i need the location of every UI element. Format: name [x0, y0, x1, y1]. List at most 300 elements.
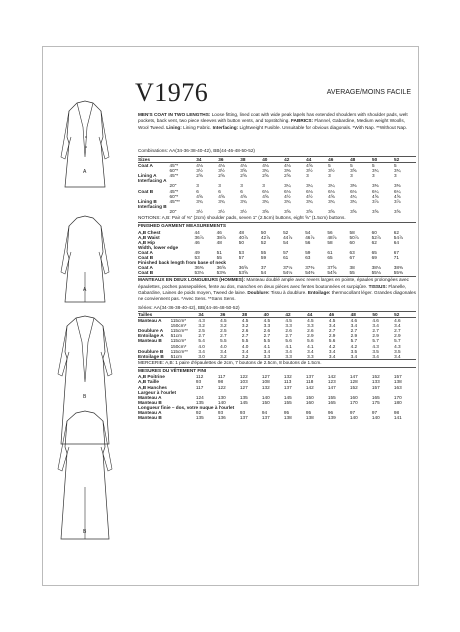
value-cell: 140: [371, 415, 380, 421]
header-cell: 44: [306, 157, 328, 163]
table-row: [138, 209, 416, 214]
value-cell: 3¾: [328, 198, 335, 204]
value-cell: 140: [349, 415, 358, 421]
value-cell: 3¾: [284, 198, 291, 204]
value-cell: 4⅝: [240, 193, 247, 199]
unit-cell: 115cm**: [170, 328, 188, 334]
value-cell: 3.4: [350, 353, 358, 359]
value-cell: 48: [216, 239, 222, 245]
value-cell: 40⅞: [238, 234, 248, 240]
value-cell: 137: [261, 415, 270, 421]
value-cell: 52: [283, 229, 289, 235]
value-cell: 175: [371, 399, 380, 405]
value-cell: 56: [327, 229, 333, 235]
value-cell: 3.2: [220, 353, 227, 359]
unit-cell: [170, 270, 195, 275]
value-cell: 2.9: [307, 333, 314, 339]
entoilage-heading: Entoilage:: [307, 290, 331, 296]
value-cell: 2.9: [350, 333, 358, 339]
value-cell: 2.7: [285, 333, 292, 339]
pattern-number: V1976: [135, 78, 209, 107]
value-cell: 49: [194, 250, 200, 255]
value-cell: 4⅝: [372, 193, 379, 199]
value-cell: 2.6: [263, 328, 271, 334]
value-cell: 59: [305, 250, 311, 255]
value-cell: 147: [327, 384, 336, 390]
value-cell: 3: [218, 183, 221, 189]
value-cell: 2.6: [307, 328, 314, 334]
value-cell: 62: [371, 239, 377, 245]
row-label: Coat B: [138, 188, 154, 194]
header-cell: 36: [220, 311, 242, 317]
value-cell: 53⅛: [194, 270, 204, 276]
value-cell: 4⅝: [262, 193, 269, 199]
value-cell: 5.5: [241, 338, 249, 344]
row-label: Entoilage B: [138, 353, 164, 359]
value-cell: 5.5: [220, 338, 227, 344]
value-cell: 93: [217, 410, 224, 416]
value-cell: 150: [261, 399, 270, 405]
value-cell: 64: [393, 239, 399, 245]
value-cell: 50: [260, 229, 267, 235]
doublure-text: Tissu à doublure.: [269, 290, 308, 296]
value-cell: 2⅝: [218, 173, 225, 179]
value-cell: 5.7: [350, 338, 358, 344]
value-cell: 54: [305, 229, 311, 235]
value-cell: 71: [393, 255, 399, 261]
value-cell: 46⅞: [305, 234, 315, 240]
value-cell: 3: [306, 173, 309, 179]
header-cell: 48: [351, 311, 373, 317]
row-label: A,B Hip: [138, 239, 155, 245]
value-cell: 3¾: [218, 198, 225, 204]
value-cell: 44⅞: [283, 234, 293, 240]
header-cell: 34: [196, 157, 218, 163]
value-cell: 3¾: [306, 198, 313, 204]
value-cell: 5.7: [372, 338, 379, 344]
value-cell: 3¼: [284, 183, 291, 189]
value-cell: 122: [217, 384, 226, 390]
value-cell: 3⅝: [284, 208, 291, 214]
row-label: Interfacing A: [138, 178, 167, 184]
row-label: Manteau B: [138, 338, 162, 344]
value-cell: 128: [349, 379, 358, 385]
value-cell: 3.4: [394, 323, 401, 329]
value-cell: 135: [239, 394, 248, 400]
value-cell: 4.1: [307, 343, 314, 349]
row-label: Coat B: [138, 255, 154, 261]
notions-en-text: NOTIONS: A,B: Pair of ⅜" (2cm) shoulder pads, seven 1" (2.5cm) buttons, eight ⅝" (1.5cm) buttons.: [138, 215, 346, 221]
value-cell: 2.6: [285, 328, 292, 334]
finished-en-title: FINISHED GARMENT MEASUREMENTS: [138, 223, 227, 229]
value-cell: 6⅛: [306, 188, 313, 194]
row-label: Longueur finie – dos, votre nuque à l'ourlet: [138, 404, 235, 410]
value-cell: 3⅝: [394, 208, 401, 214]
row-label: Doublure B: [138, 348, 164, 354]
value-cell: 3⅞: [394, 198, 401, 204]
row-label: A,B Hanches: [138, 384, 167, 390]
value-cell: 3⅝: [350, 168, 357, 174]
value-cell: 37⅜: [305, 265, 315, 271]
value-cell: 3.2: [220, 323, 227, 329]
value-cell: 36⅜: [194, 265, 204, 271]
value-cell: 160: [349, 394, 358, 400]
value-cell: 38⅞: [216, 234, 226, 240]
fabrics-heading: FABRICS:: [290, 118, 314, 124]
value-cell: 157: [371, 384, 380, 390]
value-cell: 4.3: [394, 343, 401, 349]
combinations: Combinations: AA(34-36-38-40-42), BB(44-46-48-50-52): [138, 148, 255, 153]
value-cell: 3.4: [220, 348, 227, 354]
value-cell: 4.0: [241, 343, 249, 349]
value-cell: 65: [327, 255, 333, 261]
value-cell: 2⅝: [284, 173, 291, 179]
row-label: Coat A: [138, 163, 153, 169]
value-cell: 5.6: [328, 338, 336, 344]
value-cell: 97: [349, 410, 356, 416]
header-cell: 40: [262, 157, 284, 163]
row-label: Manteau A: [138, 410, 162, 416]
value-cell: 69: [371, 255, 377, 261]
header-cell: 38: [240, 157, 262, 163]
header-cell: 38: [242, 311, 264, 317]
value-cell: 3: [262, 183, 265, 189]
header-cell: Tailles: [138, 311, 171, 317]
value-cell: 3: [350, 173, 353, 179]
tissus-text: Flanelle, Gabardine, Laines de poids moyen, Tweed de laine.: [138, 283, 407, 296]
value-cell: 54⅝: [327, 270, 337, 276]
value-cell: 6¼: [372, 188, 379, 194]
row-label: A,B Waist: [138, 234, 160, 240]
value-cell: 155: [327, 394, 336, 400]
value-cell: 123: [327, 379, 336, 385]
value-cell: 4½: [306, 193, 313, 199]
value-cell: 132: [283, 374, 292, 380]
value-cell: 5.4: [198, 338, 205, 344]
row-label: Manteau A: [138, 394, 162, 400]
value-cell: 5: [328, 163, 331, 169]
value-cell: 53⅜: [216, 270, 226, 276]
value-cell: 3.4: [328, 348, 336, 354]
value-cell: 97: [371, 410, 378, 416]
row-label: Interfacing B: [138, 203, 167, 209]
row-label: Lining A: [138, 173, 157, 179]
tissus-heading: TISSUS:: [368, 283, 388, 289]
value-cell: 59: [260, 255, 267, 261]
value-cell: 5: [394, 163, 397, 169]
value-cell: 3½: [196, 208, 203, 214]
value-cell: 5.6: [285, 338, 292, 344]
value-cell: 3.3: [263, 323, 271, 329]
value-cell: 112: [195, 374, 204, 380]
value-cell: 124: [195, 394, 204, 400]
value-cell: 63: [305, 255, 311, 261]
value-cell: 2.7: [263, 333, 271, 339]
value-cell: 3: [372, 173, 375, 179]
value-cell: 3: [240, 183, 243, 189]
value-cell: 55⅜: [393, 270, 403, 276]
value-cell: 4.1: [263, 343, 271, 349]
value-cell: 3⅝: [306, 208, 313, 214]
row-label: Doublure A: [138, 328, 164, 334]
value-cell: 135: [195, 415, 204, 421]
value-cell: 3⅝: [262, 208, 269, 214]
value-cell: 152: [371, 374, 380, 380]
value-cell: 37: [260, 265, 267, 271]
value-cell: 3.3: [285, 353, 292, 359]
value-cell: 46: [216, 229, 222, 235]
value-cell: 117: [217, 374, 226, 380]
description-fr-heading: MANTEAUX EN DEUX LONGUEURS (HOMMES):: [138, 277, 246, 283]
value-cell: 95: [305, 410, 312, 416]
unit-cell: 20": [169, 183, 177, 189]
value-cell: 4⅛: [218, 163, 225, 169]
value-cell: 147: [349, 374, 358, 380]
value-cell: 53: [194, 255, 200, 261]
value-cell: 52⅞: [371, 234, 381, 240]
value-cell: 3⅜: [372, 183, 379, 189]
value-cell: 3⅝: [240, 168, 247, 174]
row-label: A,B Taille: [138, 379, 160, 385]
coat-a-back-sketch: [55, 212, 115, 312]
view-label: B: [83, 529, 87, 535]
value-cell: 4.6: [372, 318, 379, 324]
value-cell: 38⅜: [393, 265, 403, 271]
row-label: Coat B: [138, 270, 154, 276]
unit-cell: 51cm: [170, 353, 183, 359]
value-cell: 108: [261, 379, 270, 385]
value-cell: 3.4: [241, 348, 249, 354]
value-cell: 145: [283, 394, 292, 400]
value-cell: 170: [349, 399, 358, 405]
value-cell: 3.2: [198, 323, 205, 329]
row-label: Manteau A: [138, 318, 162, 324]
value-cell: 2⅝: [240, 173, 247, 179]
value-cell: 157: [393, 374, 402, 380]
value-cell: 145: [239, 399, 248, 405]
value-cell: 3¾: [372, 168, 379, 174]
value-cell: 4.5: [328, 318, 336, 324]
row-label: Entoilage A: [138, 333, 164, 339]
value-cell: 3¾: [394, 168, 401, 174]
value-cell: 3.3: [307, 323, 314, 329]
value-cell: 3.4: [263, 348, 271, 354]
value-cell: 170: [393, 394, 402, 400]
value-cell: 140: [217, 399, 226, 405]
value-cell: 4⅛: [284, 163, 291, 169]
value-cell: 56: [305, 239, 311, 245]
value-cell: 3½: [328, 168, 335, 174]
value-cell: 135: [195, 399, 204, 405]
value-cell: 93: [239, 410, 246, 416]
value-cell: 6⅛: [328, 188, 335, 194]
value-cell: 138: [393, 379, 402, 385]
value-cell: 136: [217, 415, 226, 421]
value-cell: 48: [238, 229, 244, 235]
row-label: A,B Poitrine: [138, 374, 165, 380]
value-cell: 3⅝: [372, 208, 379, 214]
value-cell: 6¼: [394, 188, 401, 194]
value-cell: 4⅛: [262, 163, 269, 169]
unit-cell: 45"*: [169, 163, 179, 169]
value-cell: 3.4: [372, 353, 379, 359]
unit-cell: 45"*: [169, 173, 179, 179]
header-cell: 44: [307, 311, 329, 317]
value-cell: 55: [216, 255, 222, 261]
value-cell: 118: [305, 379, 314, 385]
value-cell: 2⅝: [262, 173, 269, 179]
value-cell: 5.6: [307, 338, 314, 344]
row-label: Finished back length from base of neck: [138, 260, 227, 266]
finished-en-table: [138, 230, 416, 276]
lining-text: Lining Fabric.: [181, 124, 213, 130]
value-cell: 3.4: [328, 353, 336, 359]
value-cell: 180: [393, 399, 402, 405]
unit-cell: 150cm*: [170, 343, 187, 349]
value-cell: 58: [327, 239, 333, 245]
fabrics-text: Flannel, Gabardine, Medium weight Woolls, Wool Tweed.: [138, 118, 405, 130]
unit-cell: [171, 415, 196, 420]
value-cell: 60: [349, 239, 355, 245]
value-cell: 61: [283, 255, 289, 261]
row-label: Manteau B: [138, 415, 162, 421]
row-label: Largeur à l'ourlet: [138, 389, 177, 395]
value-cell: 3.5: [372, 348, 379, 354]
finished-fr-title: MESURES DU VÊTEMENT FINI: [138, 368, 207, 374]
value-cell: 3¼: [328, 183, 335, 189]
value-cell: 53: [238, 250, 244, 255]
value-cell: 54⅞: [393, 234, 403, 240]
value-cell: 2.7: [350, 328, 358, 334]
view-label: A: [83, 287, 87, 293]
value-cell: 3⅜: [350, 183, 357, 189]
value-cell: 4½: [284, 193, 291, 199]
value-cell: 6: [240, 188, 243, 194]
value-cell: 3.4: [285, 348, 292, 354]
value-cell: 2.7: [220, 333, 227, 339]
value-cell: 62: [393, 229, 399, 235]
value-cell: 37⅛: [283, 265, 293, 271]
value-cell: 4⅝: [394, 193, 401, 199]
value-cell: 150: [305, 394, 314, 400]
header-cell: 52: [394, 157, 416, 163]
value-cell: 54: [260, 270, 267, 276]
value-cell: 67: [349, 255, 355, 261]
value-cell: 3½: [306, 168, 313, 174]
row-label: [138, 209, 169, 214]
value-cell: 4.0: [198, 343, 205, 349]
value-cell: 3.3: [285, 323, 292, 329]
value-cell: 5: [372, 163, 375, 169]
value-cell: 4.6: [394, 318, 401, 324]
unit-cell: 115cm*: [170, 318, 187, 324]
description-en: [138, 112, 414, 131]
value-cell: 4.5: [285, 318, 292, 324]
value-cell: 3.4: [307, 348, 314, 354]
value-cell: 4.5: [220, 318, 227, 324]
header-cell: 34: [198, 311, 220, 317]
header-cell: 52: [394, 311, 416, 317]
value-cell: 3: [328, 173, 331, 179]
value-cell: 48⅞: [327, 234, 337, 240]
value-cell: 4.5: [241, 318, 249, 324]
value-cell: 3.3: [263, 353, 271, 359]
value-cell: 67: [393, 250, 399, 255]
value-cell: 3.4: [372, 323, 379, 329]
value-cell: 127: [239, 384, 248, 390]
value-cell: 44: [194, 229, 200, 235]
value-cell: 94: [261, 410, 268, 416]
header-cell: 42: [285, 311, 307, 317]
yardage-en-table: [138, 156, 416, 214]
value-cell: 38⅛: [371, 265, 381, 271]
notions-en: [138, 215, 416, 221]
unit-cell: 115cm*: [170, 338, 187, 344]
value-cell: 6⅛: [284, 188, 291, 194]
value-cell: 4⅛: [240, 163, 247, 169]
value-cell: 2.5: [198, 328, 205, 334]
value-cell: 55: [349, 270, 355, 276]
value-cell: 155: [283, 399, 292, 405]
value-cell: 46: [194, 239, 200, 245]
value-cell: 63: [349, 250, 355, 255]
view-label: A: [83, 169, 87, 175]
value-cell: 98: [217, 379, 224, 385]
value-cell: 4.5: [307, 318, 314, 324]
value-cell: 4⅝: [306, 163, 313, 169]
value-cell: 4⅛: [196, 163, 203, 169]
unit-cell: 45"*: [169, 188, 179, 194]
interfacing-heading: Interfacing:: [212, 124, 239, 130]
value-cell: 2.7: [328, 328, 336, 334]
value-cell: 122: [239, 374, 248, 380]
value-cell: 165: [371, 394, 380, 400]
value-cell: 3¾: [350, 198, 357, 204]
header-cell: 46: [329, 311, 351, 317]
value-cell: 6⅛: [350, 188, 357, 194]
value-cell: 3¾: [262, 198, 269, 204]
value-cell: 2⅝: [196, 173, 203, 179]
value-cell: 4⅝: [328, 193, 335, 199]
lining-heading: Lining:: [166, 124, 182, 130]
entoilage-text: thermocollant léger. Grandes diagonales ne conviennent pas. *Avec Sens. **Sans Sens.: [138, 290, 416, 302]
header-cell: 46: [328, 157, 350, 163]
value-cell: 4.0: [220, 343, 227, 349]
row-label: Manteau B: [138, 399, 162, 405]
unit-cell: 20": [169, 208, 177, 214]
value-cell: 58: [349, 229, 355, 235]
value-cell: 5: [350, 163, 353, 169]
value-cell: 6: [196, 188, 199, 194]
value-cell: 3½: [218, 208, 225, 214]
value-cell: 36⅞: [194, 234, 204, 240]
value-cell: 152: [349, 384, 358, 390]
finished-fr-table: [138, 374, 416, 420]
value-cell: 163: [393, 384, 402, 390]
row-label: Coat A: [138, 265, 153, 271]
description-en-text: Loose fitting, lined coat with wide peak lapels has extended shoulders with shoulder pads, welt pockets, back vent, two piece sleeves with button vents, and topstitching.: [138, 112, 408, 124]
value-cell: 61: [327, 250, 333, 255]
difficulty-level: AVERAGE/MOINS FACILE: [326, 89, 411, 96]
value-cell: 3.4: [198, 348, 205, 354]
doublure-heading: Doublure:: [247, 290, 270, 296]
value-cell: 4⅝: [218, 193, 225, 199]
value-cell: 50: [238, 239, 244, 245]
value-cell: 4.6: [350, 318, 358, 324]
header-cell: 50: [372, 157, 394, 163]
value-cell: 54: [283, 239, 289, 245]
value-cell: 36⅝: [238, 265, 248, 271]
